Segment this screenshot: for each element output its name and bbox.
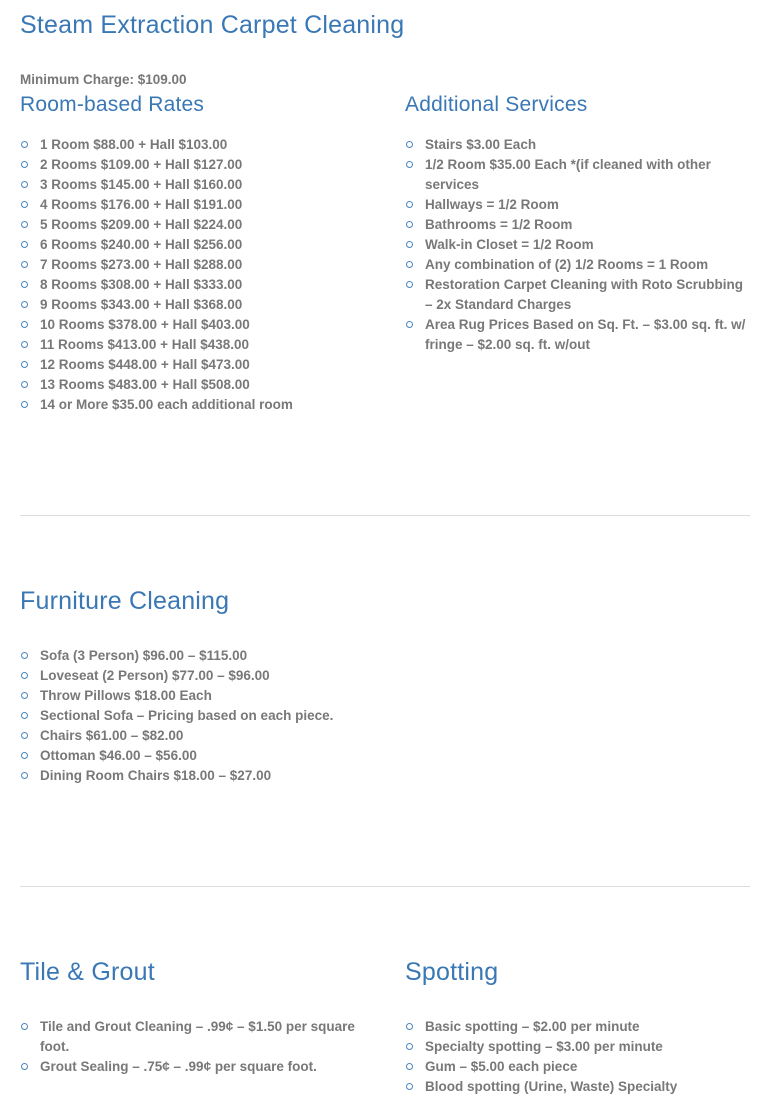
list-item: 11 Rooms $413.00 + Hall $438.00 bbox=[20, 335, 370, 355]
list-item: Walk-in Closet = 1/2 Room bbox=[405, 235, 750, 255]
list-item: Gum – $5.00 each piece bbox=[405, 1057, 750, 1077]
list-item: Throw Pillows $18.00 Each bbox=[20, 686, 420, 706]
tile-grout-list bbox=[20, 1017, 365, 1077]
list-item: Loveseat (2 Person) $77.00 – $96.00 bbox=[20, 666, 420, 686]
section-divider bbox=[20, 515, 750, 516]
list-item: Specialty spotting – $3.00 per minute bbox=[405, 1037, 750, 1057]
list-item: Stairs $3.00 Each bbox=[405, 135, 750, 155]
section-title-steam-extraction: Steam Extraction Carpet Cleaning bbox=[20, 11, 405, 39]
section-title-furniture-cleaning: Furniture Cleaning bbox=[20, 587, 230, 615]
list-item: Any combination of (2) 1/2 Rooms = 1 Room bbox=[405, 255, 750, 275]
spotting-list bbox=[405, 1017, 750, 1097]
list-item: 9 Rooms $343.00 + Hall $368.00 bbox=[20, 295, 370, 315]
list-item: Bathrooms = 1/2 Room bbox=[405, 215, 750, 235]
list-item: 6 Rooms $240.00 + Hall $256.00 bbox=[20, 235, 370, 255]
list-item: Dining Room Chairs $18.00 – $27.00 bbox=[20, 766, 420, 786]
list-item: 2 Rooms $109.00 + Hall $127.00 bbox=[20, 155, 370, 175]
section-divider bbox=[20, 886, 750, 887]
list-item: Tile and Grout Cleaning – .99¢ – $1.50 per square foot. bbox=[20, 1017, 365, 1057]
list-item: Basic spotting – $2.00 per minute bbox=[405, 1017, 750, 1037]
section-title-tile-grout: Tile & Grout bbox=[20, 958, 155, 986]
list-item: 12 Rooms $448.00 + Hall $473.00 bbox=[20, 355, 370, 375]
list-item: 10 Rooms $378.00 + Hall $403.00 bbox=[20, 315, 370, 335]
list-item: Sectional Sofa – Pricing based on each piece. bbox=[20, 706, 420, 726]
list-item: 4 Rooms $176.00 + Hall $191.00 bbox=[20, 195, 370, 215]
list-item: Blood spotting (Urine, Waste) Specialty bbox=[405, 1077, 750, 1097]
list-item: Grout Sealing – .75¢ – .99¢ per square foot. bbox=[20, 1057, 365, 1077]
room-rates-title: Room-based Rates bbox=[20, 93, 205, 116]
additional-services-title: Additional Services bbox=[405, 93, 588, 116]
list-item: Ottoman $46.00 – $56.00 bbox=[20, 746, 420, 766]
list-item: 7 Rooms $273.00 + Hall $288.00 bbox=[20, 255, 370, 275]
list-item: 8 Rooms $308.00 + Hall $333.00 bbox=[20, 275, 370, 295]
additional-services-list bbox=[405, 135, 750, 355]
list-item: 13 Rooms $483.00 + Hall $508.00 bbox=[20, 375, 370, 395]
minimum-charge: Minimum Charge: $109.00 bbox=[20, 72, 187, 87]
list-item: 1 Room $88.00 + Hall $103.00 bbox=[20, 135, 370, 155]
list-item: 1/2 Room $35.00 Each *(if cleaned with other services bbox=[405, 155, 750, 195]
list-item: Hallways = 1/2 Room bbox=[405, 195, 750, 215]
list-item: Sofa (3 Person) $96.00 – $115.00 bbox=[20, 646, 420, 666]
list-item: 14 or More $35.00 each additional room bbox=[20, 395, 370, 415]
list-item: Chairs $61.00 – $82.00 bbox=[20, 726, 420, 746]
list-item: 3 Rooms $145.00 + Hall $160.00 bbox=[20, 175, 370, 195]
list-item: Area Rug Prices Based on Sq. Ft. – $3.00 sq. ft. w/ fringe – $2.00 sq. ft. w/out bbox=[405, 315, 750, 355]
list-item: Restoration Carpet Cleaning with Roto Scrubbing – 2x Standard Charges bbox=[405, 275, 750, 315]
section-title-spotting: Spotting bbox=[405, 958, 499, 986]
list-item: 5 Rooms $209.00 + Hall $224.00 bbox=[20, 215, 370, 235]
furniture-list bbox=[20, 646, 420, 786]
room-rates-list bbox=[20, 135, 370, 415]
